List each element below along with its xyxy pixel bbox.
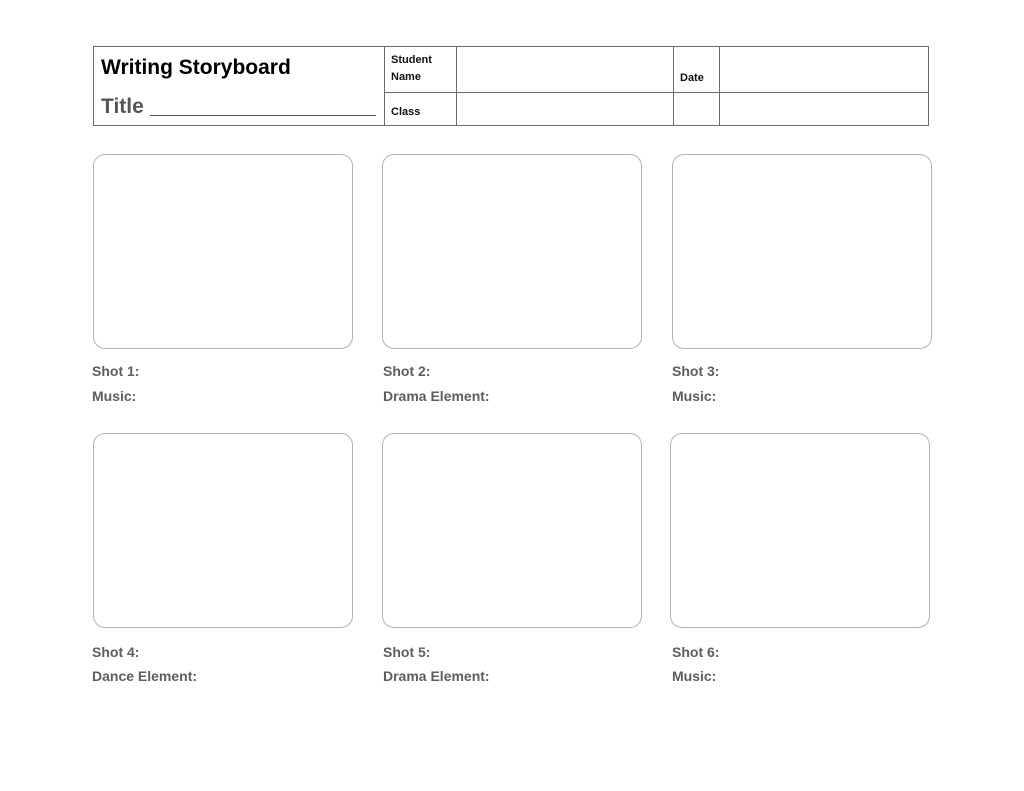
class-extra-field[interactable] <box>674 93 719 125</box>
storyboard-frame-2[interactable] <box>382 154 642 349</box>
shot-6-element-label: Music: <box>672 668 717 684</box>
shot-6-label: Shot 6: <box>672 644 720 660</box>
shot-4-label: Shot 4: <box>92 644 140 660</box>
storyboard-frame-3[interactable] <box>672 154 932 349</box>
storyboard-frame-5[interactable] <box>382 433 642 628</box>
title-row <box>101 95 376 119</box>
shot-2-element-label: Drama Element: <box>383 388 490 404</box>
shot-3-label: Shot 3: <box>672 363 720 379</box>
date-field[interactable] <box>720 47 928 92</box>
shot-1-element-label: Music: <box>92 388 137 404</box>
student-name-field[interactable] <box>457 47 673 92</box>
shot-1-label: Shot 1: <box>92 363 140 379</box>
shot-4-element-label: Dance Element: <box>92 668 198 684</box>
sheet-title: Writing Storyboard <box>101 56 291 79</box>
shot-5-element-label: Drama Element: <box>383 668 490 684</box>
storyboard-frame-4[interactable] <box>93 433 353 628</box>
storyboard-frame-6[interactable] <box>670 433 930 628</box>
shot-2-label: Shot 2: <box>383 363 431 379</box>
header-divider <box>384 47 385 125</box>
class-label: Class <box>391 106 421 118</box>
class-extra-field[interactable] <box>720 93 928 125</box>
shot-5-label: Shot 5: <box>383 644 431 660</box>
class-field[interactable] <box>457 93 673 125</box>
title-input-line[interactable] <box>150 115 376 116</box>
date-label: Date <box>680 72 704 84</box>
student-name-label: Student Name <box>391 54 432 83</box>
shot-3-element-label: Music: <box>672 388 717 404</box>
header-table <box>93 46 929 126</box>
title-label: Title <box>101 95 144 118</box>
storyboard-frame-1[interactable] <box>93 154 353 349</box>
